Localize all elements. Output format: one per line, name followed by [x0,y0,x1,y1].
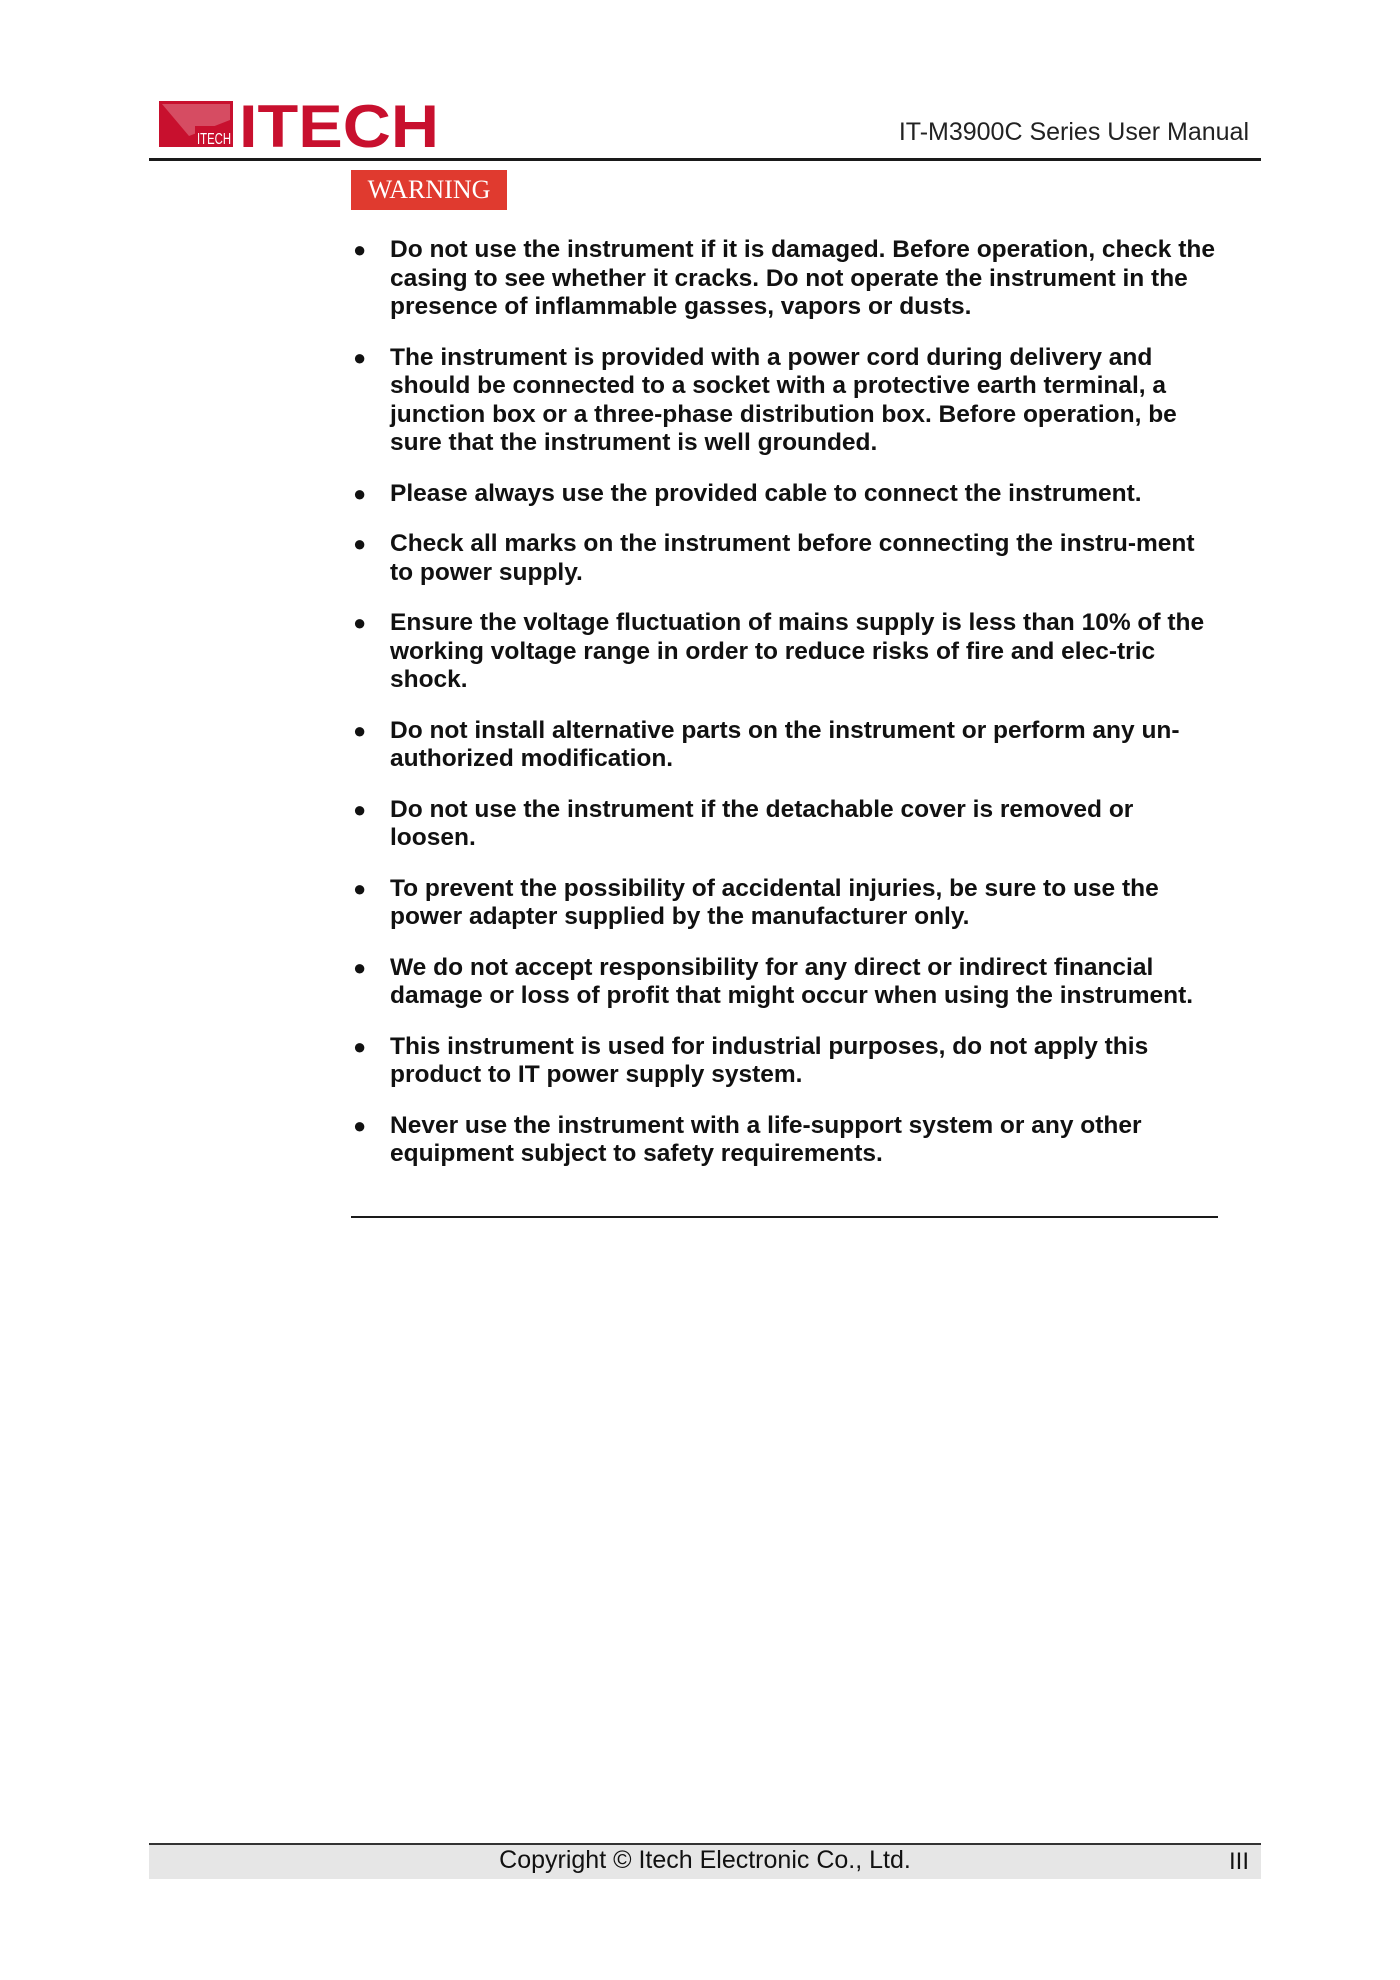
copyright-text: Copyright © Itech Electronic Co., Ltd. [499,1846,911,1874]
bullet-icon: ● [353,610,367,635]
warning-text: Please always use the provided cable to connect the instrument. [390,479,1142,507]
manual-title: IT-M3900C Series User Manual [898,118,1249,146]
warning-text: This instrument is used for industrial purposes, do not apply this product to IT power supply system. [390,1032,1149,1088]
warning-text: Ensure the voltage fluctuation of mains supply is less than 10% of the working voltage range in order to reduce risks of fire and elec-tric shock. [390,609,1205,693]
bullet-icon: ● [353,480,367,506]
list-item [351,1112,1219,1169]
bullet-icon: ● [353,954,367,980]
warning-text: Do not use the instrument if it is damaged. Before operation, check the casing to see whether it cracks. Do not operate the instrument in the presence of inflammable gasses, vapors or dusts. [390,236,1215,320]
warning-list [351,236,1219,1191]
warning-text: We do not accept responsibility for any direct or indirect financial damage or loss of profit that might occur when using the instrument. [390,953,1194,1009]
list-item [351,954,1219,1011]
warning-text: To prevent the possibility of accidental injuries, be sure to use the power adapter supplied by the manufacturer only. [390,874,1159,930]
list-item [351,236,1219,322]
list-item [351,875,1219,932]
warning-label: WARNING [351,170,507,210]
bullet-icon: ● [353,875,367,901]
itech-logo [159,96,442,150]
warning-text: Do not use the instrument if the detachable cover is removed or loosen. [390,795,1134,851]
list-item [351,344,1219,458]
section-divider [351,1216,1218,1218]
page-number: III [1228,1848,1249,1875]
bullet-icon: ● [353,796,367,822]
bullet-icon: ● [353,1112,367,1138]
logo-badge-text: ITECH [197,131,231,148]
warning-text: Do not install alternative parts on the instrument or perform any un-authorized modification. [390,716,1180,772]
page-footer [149,1843,1261,1879]
bullet-icon: ● [353,237,367,262]
list-item [351,796,1219,853]
warning-text: The instrument is provided with a power cord during delivery and should be connected to a socket with a protective earth terminal, a junction box or a three-phase distribution box. Before operation, be sure that the instrument is well grounded. [390,343,1177,456]
logo-wordmark: ITECH [239,96,439,150]
page-header [149,92,1261,161]
bullet-icon: ● [353,1033,367,1059]
list-item [351,530,1219,587]
bullet-icon: ● [353,344,367,370]
bullet-icon: ● [353,717,367,743]
list-item [351,1033,1219,1090]
list-item [351,717,1219,774]
bullet-icon: ● [353,531,367,556]
list-item [351,480,1219,509]
list-item [351,609,1219,695]
warning-text: Never use the instrument with a life-support system or any other equipment subject to safety requirements. [390,1111,1142,1167]
warning-text: Check all marks on the instrument before connecting the instru-ment to power supply. [390,530,1195,586]
